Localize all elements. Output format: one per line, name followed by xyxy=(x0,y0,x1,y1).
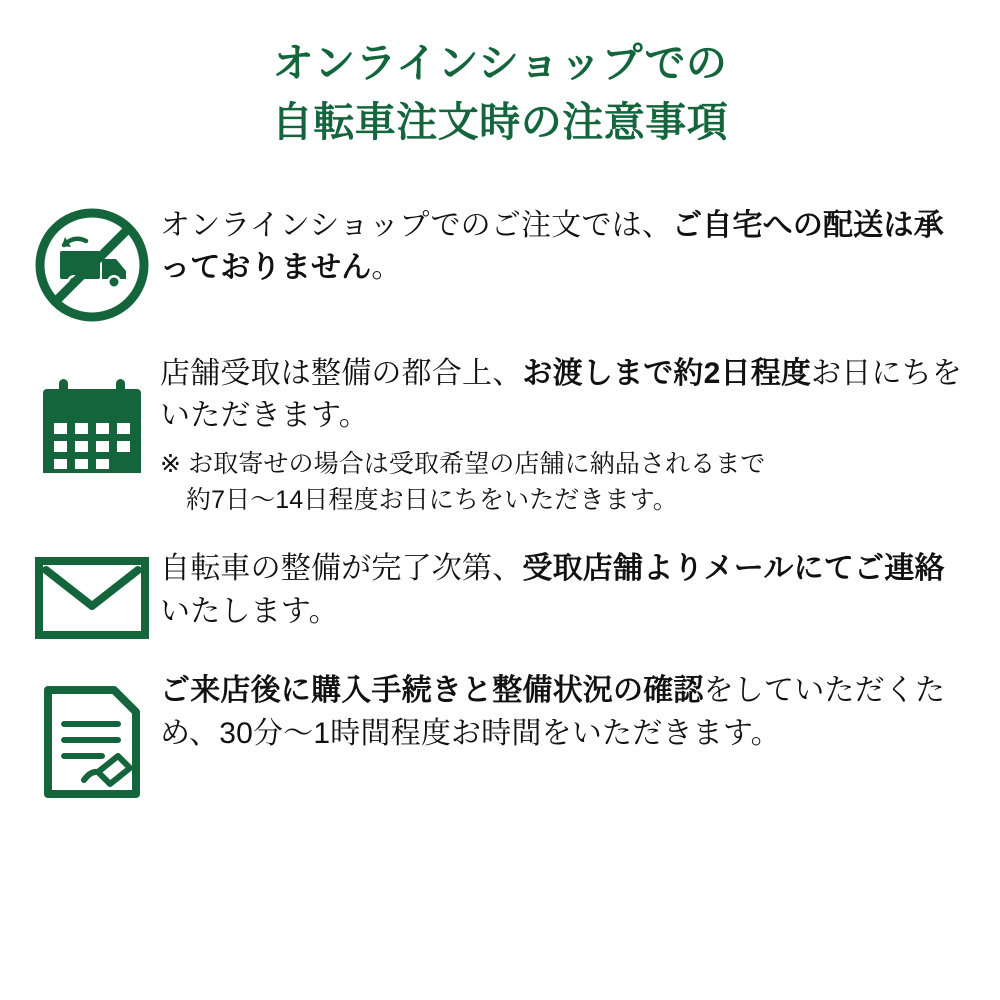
notice-item-pickup-days xyxy=(0,353,1000,518)
notice-paragraph xyxy=(160,353,964,438)
notice-text-tail: お日にちをいただきます。 xyxy=(160,356,963,433)
notice-text-pickup-days xyxy=(156,353,964,518)
mail-envelope-icon xyxy=(28,548,156,640)
notice-text-delivery xyxy=(156,205,964,290)
no-delivery-truck-icon xyxy=(28,205,156,323)
notice-note-line-1: ※ お取寄せの場合は受取希望の店舗に納品されるまで xyxy=(160,450,766,479)
notice-text-mail xyxy=(156,548,964,633)
notice-item-mail xyxy=(0,548,1000,640)
page-title-line-1: オンラインショップでの xyxy=(272,40,728,86)
calendar-icon xyxy=(28,353,156,479)
notice-text-instore xyxy=(156,670,964,755)
notice-paragraph xyxy=(160,548,964,633)
notice-text-tail: いたします。 xyxy=(160,594,339,628)
notice-text-tail: をしていただくため、30分〜1時間程度お時間をいただきます。 xyxy=(160,674,946,750)
notice-text-bold: ご来店後に購入手続きと整備状況の確認 xyxy=(160,674,704,708)
document-signature-icon xyxy=(28,670,156,800)
notice-sub-note xyxy=(160,446,964,518)
notice-item-delivery xyxy=(0,205,1000,323)
notice-note-line-2: 約7日〜14日程度お日にちをいただきます。 xyxy=(186,486,678,515)
notice-text-bold: ご自宅への配送は承っておりません xyxy=(160,208,944,285)
notice-text-tail: 。 xyxy=(371,251,402,285)
notice-list xyxy=(0,205,1000,800)
notice-item-instore xyxy=(0,670,1000,800)
notice-paragraph xyxy=(160,205,964,290)
notice-text-plain: オンラインショップでのご注文では、 xyxy=(160,208,673,242)
notice-paragraph xyxy=(160,670,964,755)
notice-text-bold: お渡しまで約2日程度 xyxy=(522,356,812,390)
notice-text-bold: 受取店舗よりメールにてご連絡 xyxy=(522,552,945,586)
page-title-line-2: 自転車注文時の注意事項 xyxy=(271,99,729,146)
page-title xyxy=(0,0,1000,153)
notice-text-plain: 店舗受取は整備の都合上、 xyxy=(160,356,523,390)
notice-text-plain: 自転車の整備が完了次第、 xyxy=(160,552,523,586)
